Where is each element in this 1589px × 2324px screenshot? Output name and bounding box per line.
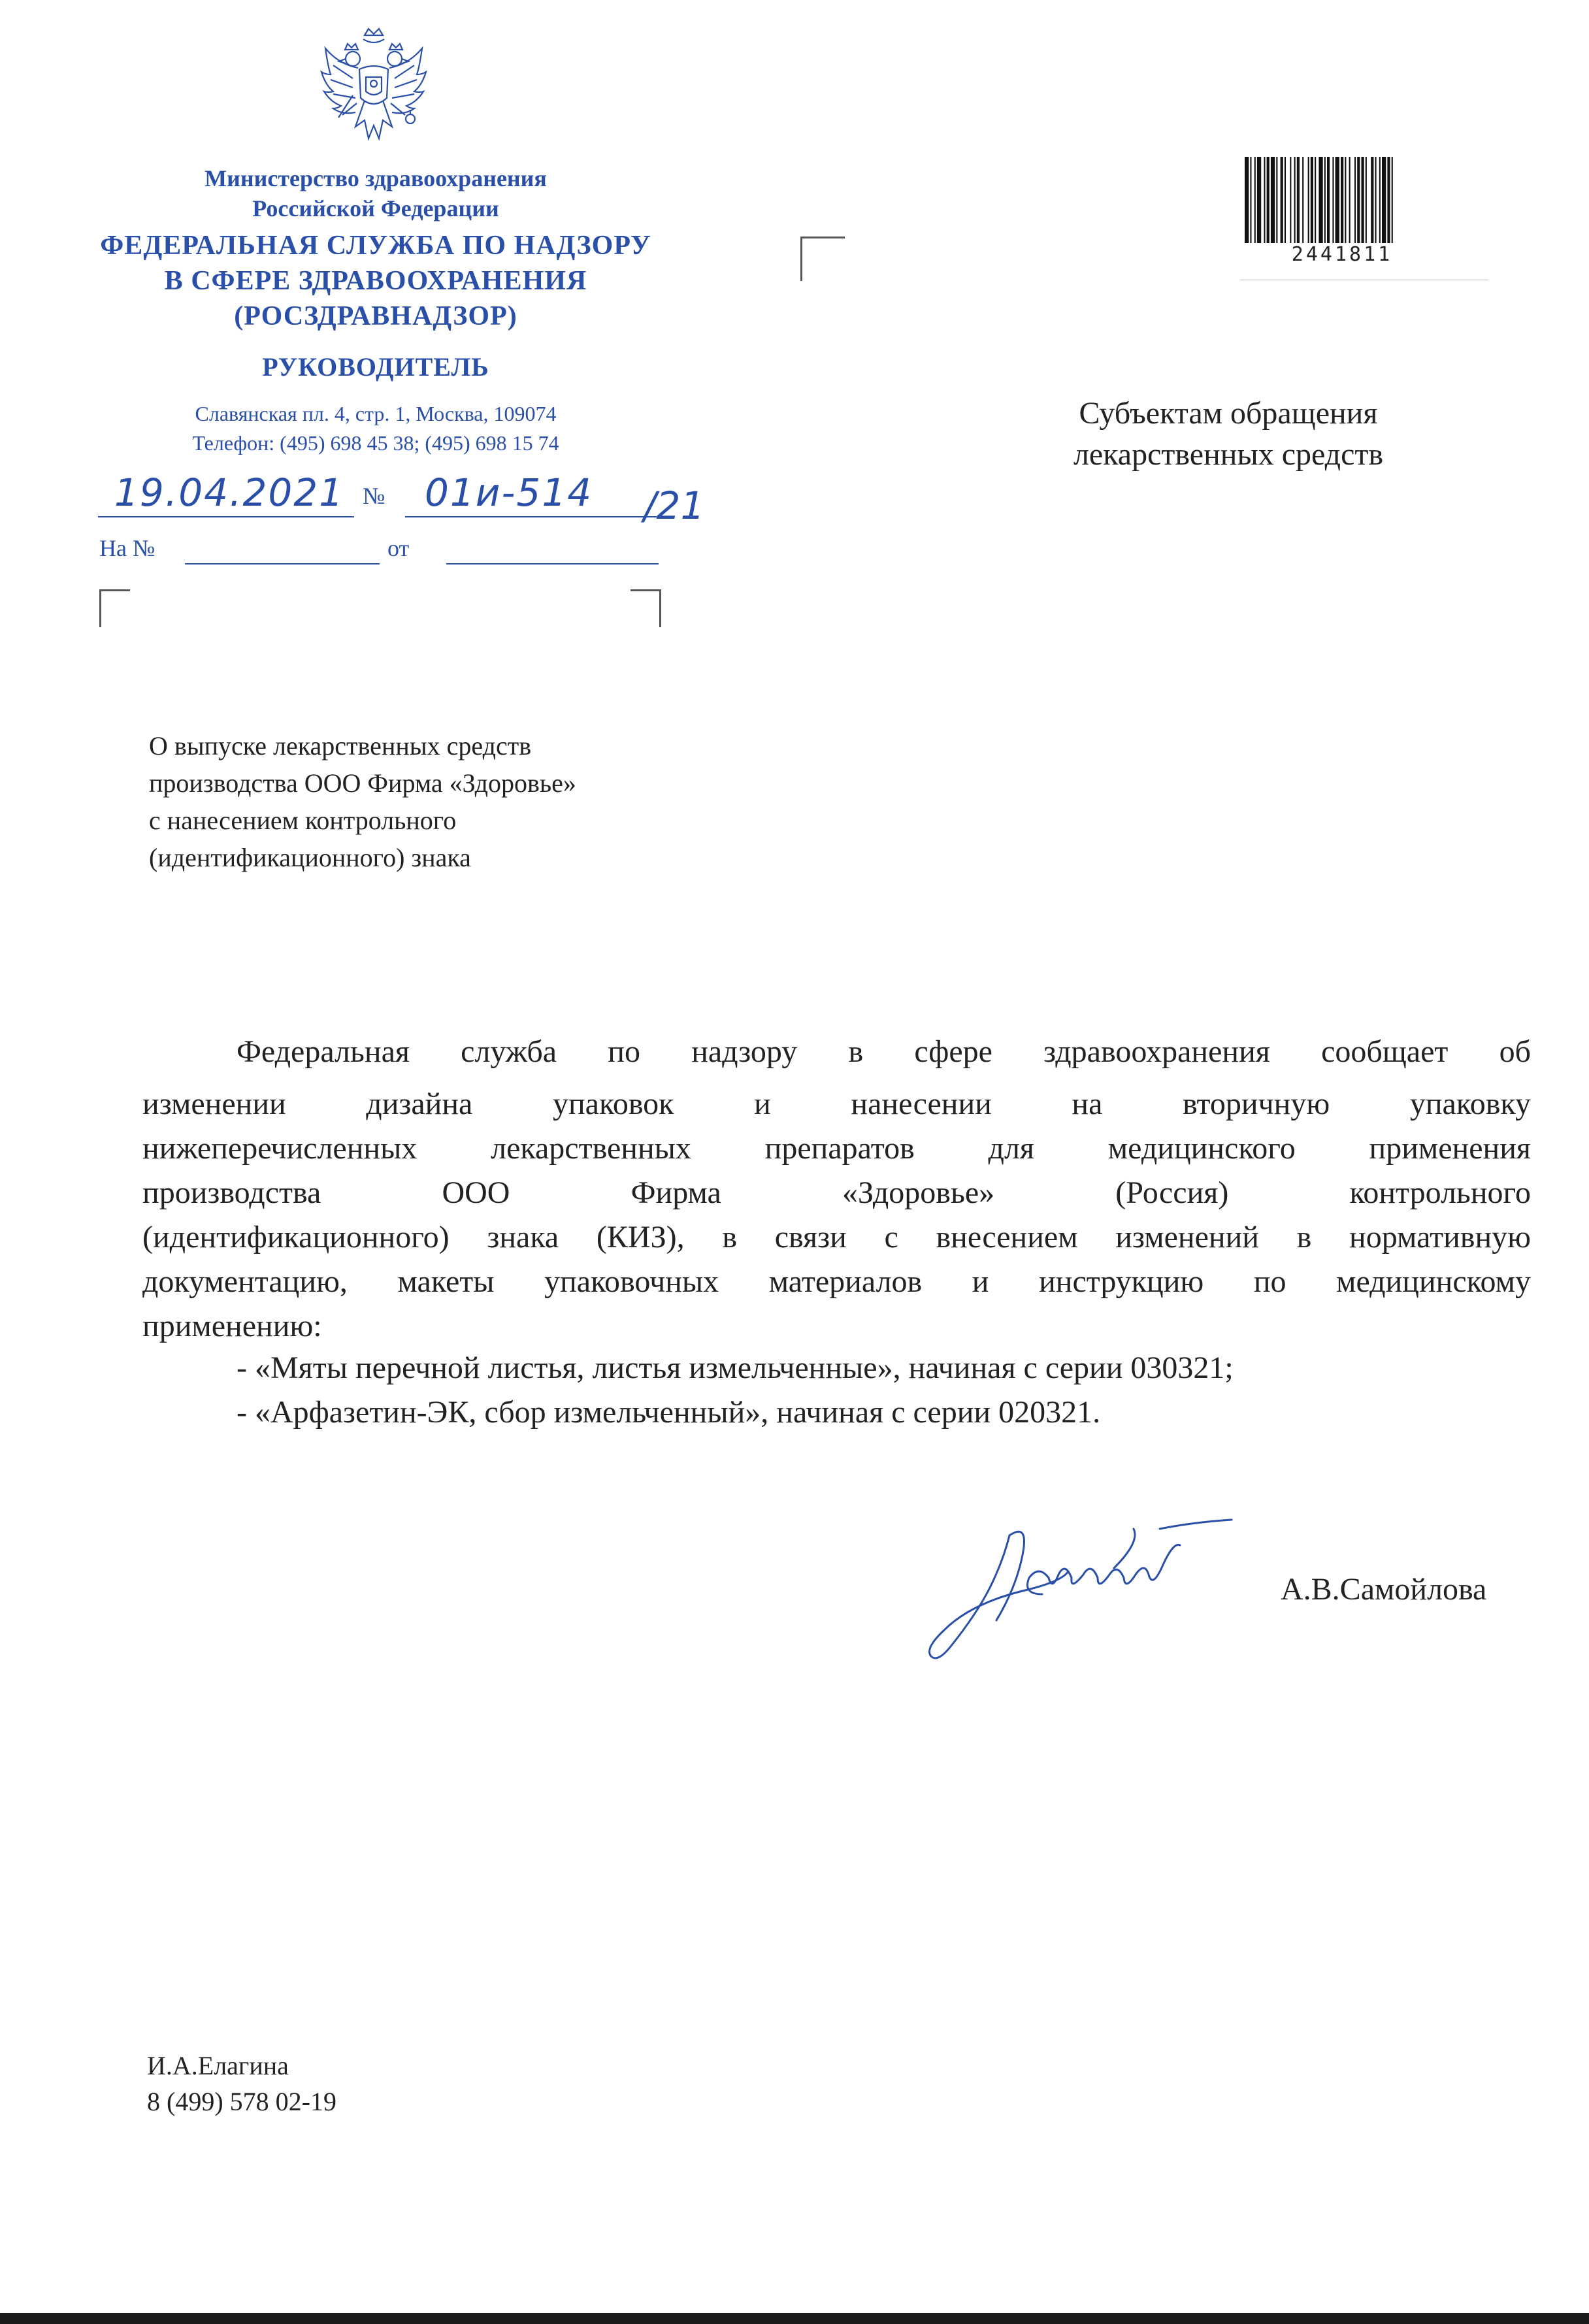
bracket-top-right	[631, 589, 661, 627]
subject-line: с нанесением контрольного	[149, 806, 457, 835]
subject-line: (идентификационного) знака	[149, 843, 471, 872]
barcode-bar	[1285, 157, 1286, 243]
body-line: нижеперечисленных лекарственных препаратов для медицинского применения	[142, 1131, 1531, 1166]
reply-number-field	[185, 563, 380, 565]
barcode-bar	[1392, 157, 1393, 243]
barcode-bar	[1362, 157, 1364, 243]
body-line: производства ООО Фирма «Здоровье» (Россия) контрольного	[142, 1175, 1531, 1210]
barcode-bar	[1271, 157, 1275, 243]
barcode-bar	[1264, 157, 1265, 243]
barcode-bar	[1257, 157, 1261, 243]
barcode-bar	[1332, 157, 1334, 243]
list-item: - «Арфазетин-ЭК, сбор измельченный», начиная с серии 020321.	[237, 1395, 1101, 1430]
barcode-bar	[1315, 157, 1316, 243]
barcode-bar	[1276, 157, 1277, 243]
body-line: Федеральная служба по надзору в сфере здравоохранения сообщает об	[237, 1034, 1531, 1069]
head-role: РУКОВОДИТЕЛЬ	[262, 352, 489, 382]
barcode-bar	[1354, 157, 1356, 243]
barcode-bar	[1254, 157, 1256, 243]
barcode-bar	[1341, 157, 1343, 243]
reply-date-field	[446, 563, 659, 565]
barcode-bar	[1387, 157, 1390, 243]
barcode-bar	[1267, 157, 1270, 243]
barcode-bar	[1375, 157, 1377, 243]
barcode-icon	[1243, 157, 1441, 243]
addressee-line1: Субъектам обращения	[1079, 396, 1378, 431]
barcode-bar	[1281, 157, 1283, 243]
signer-name: А.В.Самойлова	[1281, 1572, 1487, 1607]
date-underline	[98, 516, 354, 517]
double-headed-eagle-emblem-icon	[319, 26, 429, 154]
reply-from-label: от	[387, 535, 410, 561]
handwritten-number-suffix: /21	[644, 483, 705, 528]
list-item: - «Мяты перечной листья, листья измельченные», начиная с серии 030321;	[237, 1350, 1234, 1385]
service-address: Славянская пл. 4, стр. 1, Москва, 109074	[195, 402, 557, 425]
service-name-line3: (РОСЗДРАВНАДЗОР)	[234, 301, 517, 331]
service-name-line2: В СФЕРЕ ЗДРАВООХРАНЕНИЯ	[164, 266, 587, 296]
body-line: документацию, макеты упаковочных материалов и инструкцию по медицинскому	[142, 1264, 1531, 1299]
barcode-number: 2441811	[1291, 243, 1393, 266]
reply-to-label: На №	[99, 535, 156, 561]
barcode-bar	[1297, 157, 1300, 243]
barcode-bar	[1294, 157, 1296, 243]
barcode-bar	[1379, 157, 1381, 243]
number-sign: №	[363, 483, 385, 509]
barcode-bar	[1366, 157, 1367, 243]
executor-name: И.А.Елагина	[147, 2051, 289, 2080]
bracket-addressee	[800, 237, 845, 281]
barcode-bar	[1349, 157, 1351, 243]
handwritten-signature	[911, 1496, 1330, 1666]
barcode-bar	[1371, 157, 1373, 243]
bracket-top-left	[99, 589, 130, 627]
barcode-bar	[1357, 157, 1360, 243]
service-phone: Телефон: (495) 698 45 38; (495) 698 15 74	[192, 431, 559, 455]
ministry-name-line1: Министерство здравоохранения	[205, 165, 547, 191]
handwritten-date: 19.04.2021	[114, 470, 345, 515]
barcode-bar	[1245, 157, 1249, 243]
barcode-bar	[1382, 157, 1386, 243]
barcode-bar	[1327, 157, 1330, 243]
subject-line: О выпуске лекарственных средств	[149, 731, 532, 761]
scan-edge-bar	[0, 2313, 1589, 2324]
barcode-bar	[1319, 157, 1322, 243]
barcode-bar	[1311, 157, 1313, 243]
barcode-bar	[1345, 157, 1346, 243]
barcode-bar	[1324, 157, 1326, 243]
executor-phone: 8 (499) 578 02-19	[147, 2087, 336, 2116]
barcode-bar	[1302, 157, 1303, 243]
ministry-name-line2: Российской Федерации	[252, 195, 499, 221]
barcode-bar	[1250, 157, 1251, 243]
barcode-bar	[1308, 157, 1309, 243]
addressee-line2: лекарственных средств	[1073, 437, 1384, 472]
body-line: (идентификационного) знака (КИЗ), в связи с внесением изменений в нормативную	[142, 1220, 1531, 1254]
service-name-line1: ФЕДЕРАЛЬНАЯ СЛУЖБА ПО НАДЗОРУ	[100, 231, 651, 261]
barcode-bar	[1335, 157, 1339, 243]
number-underline	[405, 516, 657, 517]
body-line: изменении дизайна упаковок и нанесении на вторичную упаковку	[142, 1087, 1531, 1121]
barcode-bar	[1290, 157, 1291, 243]
body-line: применению:	[142, 1309, 322, 1343]
subject-line: производства ООО Фирма «Здоровье»	[149, 768, 576, 798]
handwritten-number: 01и-514	[425, 470, 593, 515]
